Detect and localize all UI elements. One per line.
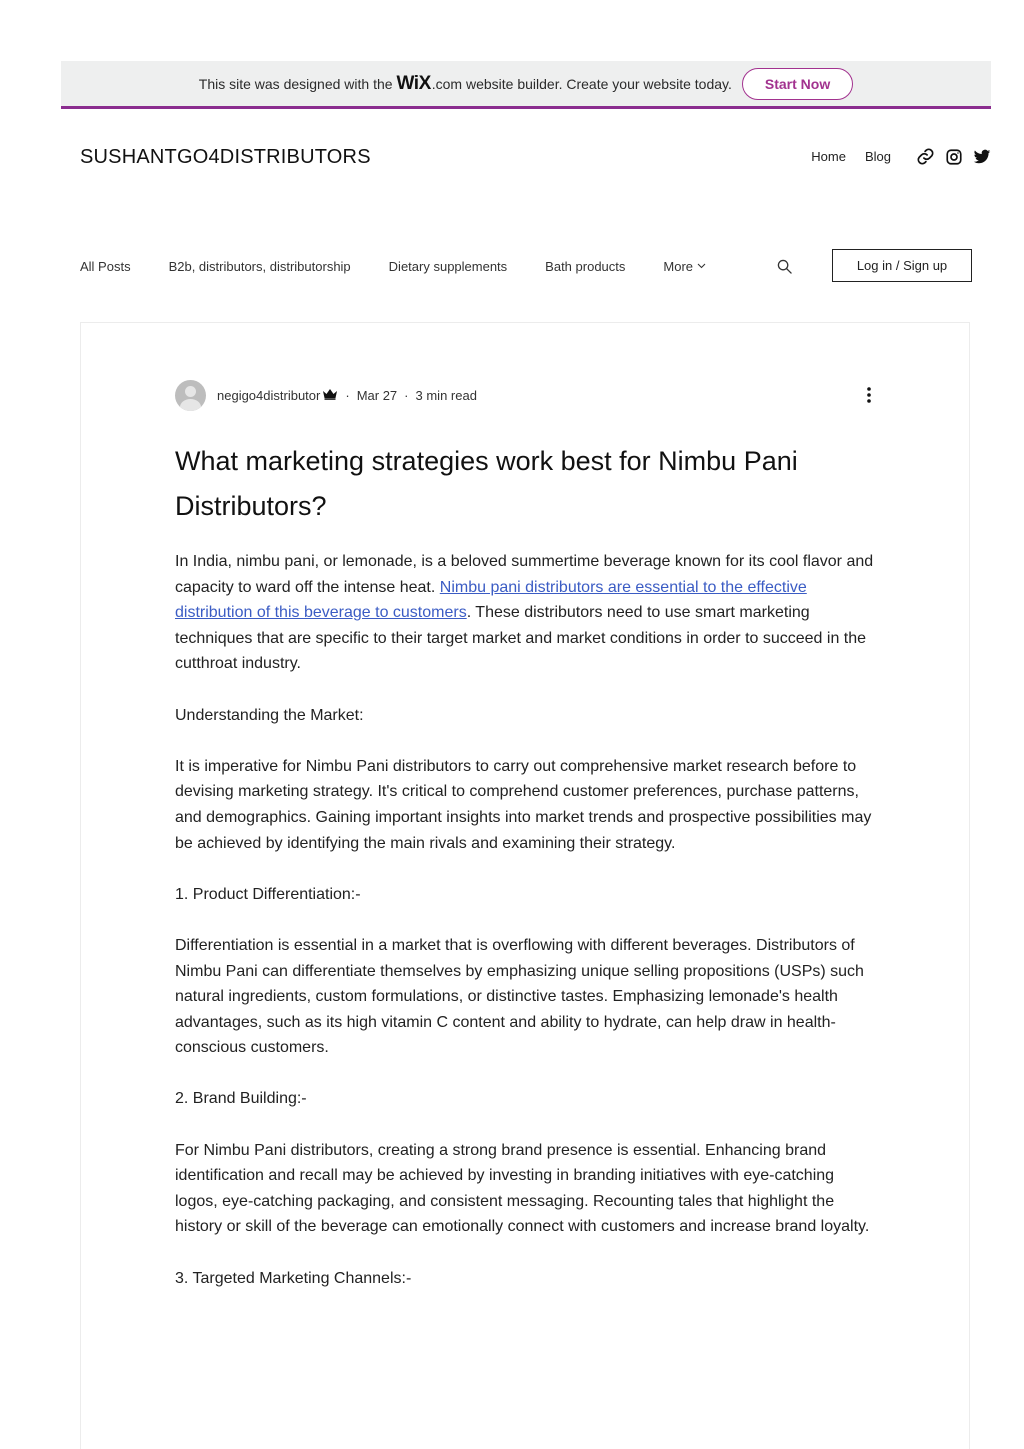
wix-promo-banner (61, 61, 991, 109)
category-navigation (80, 249, 972, 283)
heading-brand-building: 2. Brand Building:- (175, 1090, 307, 1108)
post-body (175, 549, 875, 1317)
post-title: What marketing strategies work best for Nimbu Pani Distributors? (175, 446, 798, 521)
heading-product-differentiation: 1. Product Differentiation:- (175, 885, 361, 903)
intro-text-before: In India, nimbu pani, or lemonade, is a beloved summertime beverage known for its cool flavor and capacity to ward off the intense heat. (175, 553, 874, 596)
nimbu-pani-distributors-link[interactable]: Nimbu pani distributors are essential to the effective distribution of this beverage to customers (175, 578, 807, 622)
social-bar (916, 147, 991, 166)
category-more-label: More (663, 258, 694, 274)
category-more-dropdown[interactable] (663, 259, 706, 274)
category-dietary-supplements[interactable]: Dietary supplements (388, 258, 508, 274)
nav-link-home[interactable]: Home (811, 149, 846, 164)
intro-paragraph (175, 549, 875, 677)
heading-understanding-market: Understanding the Market: (175, 706, 364, 724)
wix-banner-text-after: .com website builder. Create your website today. (431, 75, 732, 92)
twitter-icon[interactable] (973, 149, 991, 165)
paragraph-understanding-market: It is imperative for Nimbu Pani distributors to carry out comprehensive market research before to devising marketing strategy. It's critical to comprehend customer preferences, purchase patterns, and demographics. Gaining important insights into market trends and prospective possibilities may be achieved by identifying the main rivals and examining their strategy. (175, 757, 872, 852)
wix-banner-text (199, 73, 736, 95)
top-navigation (811, 147, 991, 166)
instagram-icon[interactable] (945, 148, 963, 166)
site-title[interactable]: SUSHANTGO4DISTRIBUTORS (80, 146, 371, 168)
link-icon[interactable] (916, 147, 935, 166)
paragraph-product-differentiation: Differentiation is essential in a market that is overflowing with different beverages. Distributors of Nimbu Pani can differentiate themselves by emphasizing unique selling propositions (USPs) such natural ingredients, custom formulations, or distinctive tastes. Emphasizing lemonade's health advantages, such as its high vitamin C content and ability to hydrate, can help draw in health-conscious customers. (175, 936, 864, 1057)
heading-targeted-marketing-channels: 3. Targeted Marketing Channels:- (175, 1269, 412, 1287)
author-avatar[interactable] (175, 380, 206, 411)
wix-banner-text-before: This site was designed with the (198, 75, 393, 92)
category-all-posts[interactable]: All Posts (80, 258, 131, 274)
author-name[interactable]: negigo4distributor (217, 388, 321, 403)
wix-logo: WiX (396, 72, 431, 94)
chevron-down-icon (697, 263, 706, 269)
post-card (80, 322, 970, 1449)
paragraph-brand-building: For Nimbu Pani distributors, creating a strong brand presence is essential. Enhancing brand identification and recall may be achieved by investing in branding initiatives with eye-catching logos, eye-catching packaging, and consistent messaging. Recounting tales that highlight the history or skill of the beverage can emotionally connect with customers and increase brand loyalty. (175, 1141, 870, 1236)
start-now-button[interactable]: Start Now (742, 68, 853, 100)
login-signup-button[interactable]: Log in / Sign up (832, 249, 972, 282)
search-icon[interactable] (777, 259, 792, 279)
meta-separator: · (404, 388, 409, 403)
nav-link-blog[interactable]: Blog (864, 149, 891, 164)
post-date: Mar 27 (356, 388, 398, 403)
post-meta (175, 380, 484, 411)
category-bath-products[interactable]: Bath products (545, 258, 626, 274)
more-actions-icon[interactable] (867, 387, 871, 408)
meta-separator: · (345, 388, 350, 403)
read-time: 3 min read (415, 388, 477, 403)
category-b2b-distributors[interactable]: B2b, distributors, distributorship (168, 258, 351, 274)
intro-text-after: . These distributors need to use smart marketing techniques that are specific to their target market and market conditions in order to succeed in the cutthroat industry. (175, 604, 867, 673)
admin-crown-icon (323, 388, 337, 403)
